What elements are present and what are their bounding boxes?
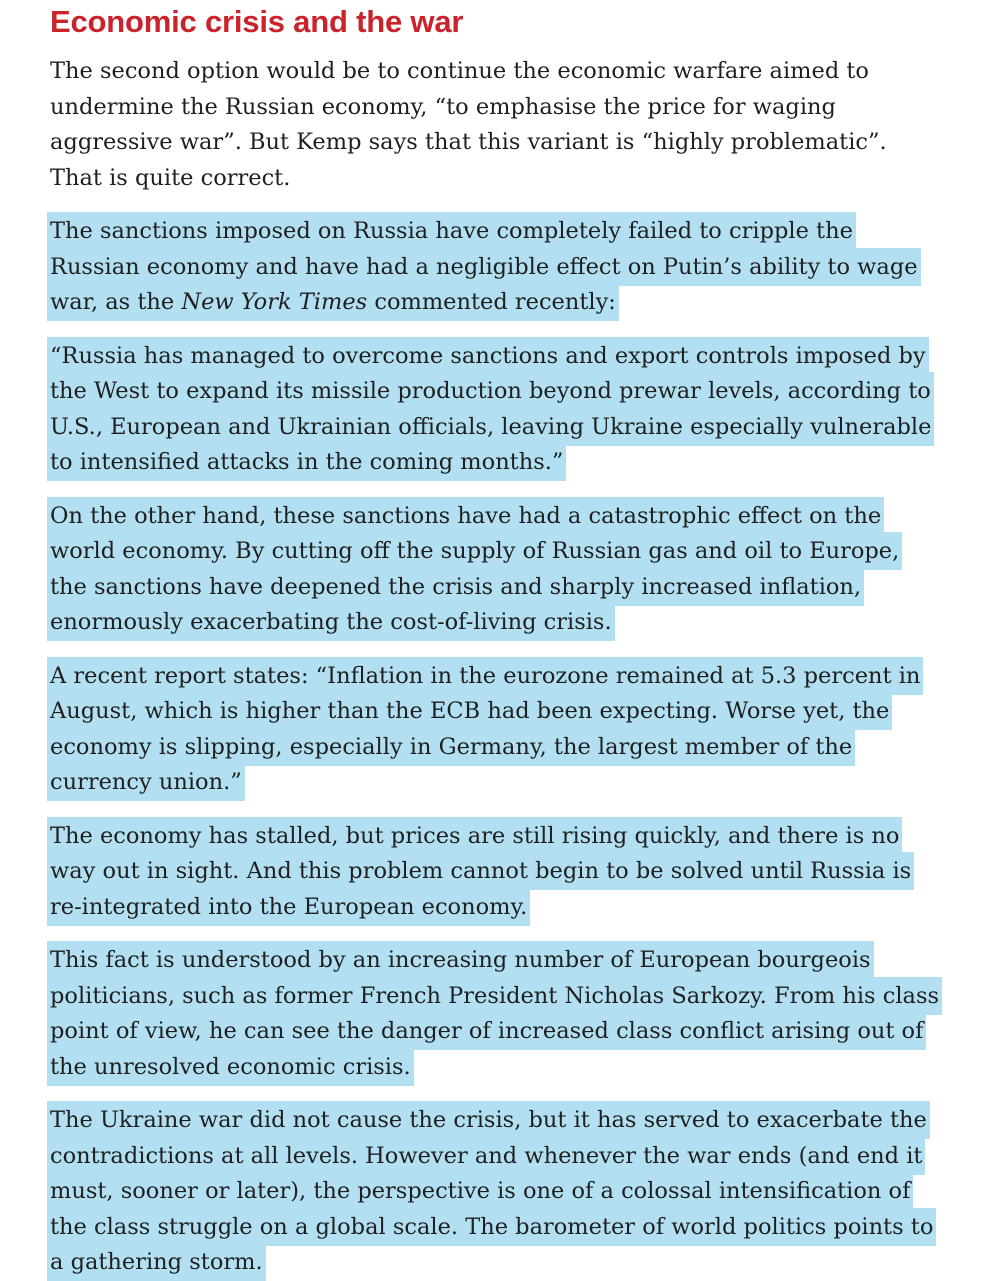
paragraph [50,659,942,801]
highlighted-text: The economy has stalled, but prices are still rising quickly, and there is no way out in sight. And this problem cannot begin to be solved until Russia is re-integrated into the European economy. [47,817,914,926]
paragraph [50,819,942,926]
article-body [50,3,942,1281]
publication-name: New York Times [181,289,368,315]
highlighted-text: This fact is understood by an increasing number of European bourgeois politicians, such as former French President Nicholas Sarkozy. From his class point of view, he can see the danger of increased class conflict arising out of the unresolved economic crisis. [47,941,942,1086]
paragraph-text: commented recently: [367,289,616,315]
highlighted-text: The Ukraine war did not cause the crisis, but it has served to exacerbate the contradictions at all levels. However and whenever the war ends (and end it must, sooner or later), the perspective is one of a colossal intensification of the class struggle on a global scale. The barometer of world politics points to a gathering storm. [47,1101,936,1281]
highlighted-text [47,212,921,321]
paragraph [50,214,942,321]
highlighted-text: A recent report states: “Inflation in the eurozone remained at 5.3 percent in August, which is higher than the ECB had been expecting. Worse yet, the economy is slipping, especially in Germany, the largest member of the currency union.” [47,657,923,802]
paragraph [50,1103,942,1281]
highlighted-text: On the other hand, these sanctions have had a catastrophic effect on the world economy. By cutting off the supply of Russian gas and oil to Europe, the sanctions have deepened the crisis and sharply increased inflation, enormously exacerbating the cost-of-living crisis. [47,497,902,642]
highlighted-text: “Russia has managed to overcome sanctions and export controls imposed by the West to expand its missile production beyond prewar levels, according to U.S., European and Ukrainian officials, leaving Ukraine especially vulnerable to intensified attacks in the coming months.” [47,337,934,482]
paragraph [50,54,942,196]
page-title: Economic crisis and the war [50,4,464,39]
paragraph [50,339,942,481]
paragraph-text: The sanctions imposed on Russia have completely failed to cripple the Russian economy and have had a negligible effect on Putin’s ability to wage war, as the [50,218,918,315]
paragraph-text: The second option would be to continue the economic warfare aimed to undermine the Russian economy, “to emphasise the price for waging aggressive war”. But Kemp says that this variant is “highly problematic”. That is quite correct. [50,58,887,191]
paragraph [50,943,942,1085]
paragraph [50,499,942,641]
